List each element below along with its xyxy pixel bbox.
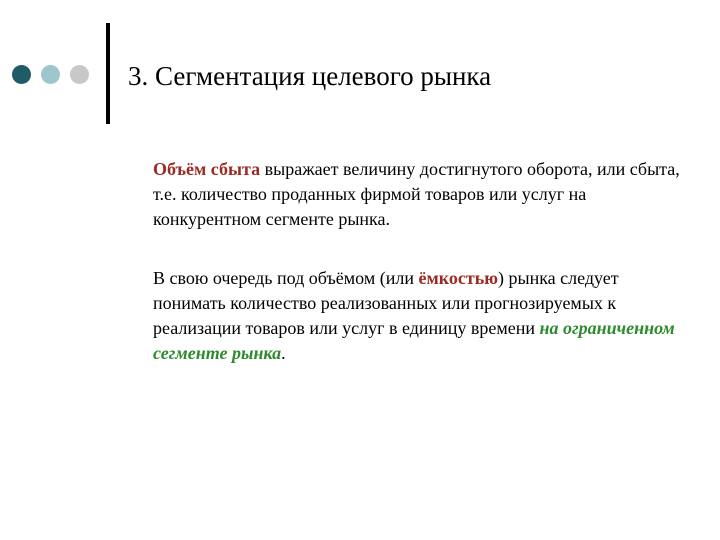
title-divider-line [106,23,110,124]
paragraph-2-middle: ) рынка следует понимать количество реализованных или прогнозируемых к реализации товаров или услуг в единицу времени [153,268,619,338]
paragraph-2-end: . [281,343,286,363]
paragraph-1-text: выражает величину достигнутого оборота, или сбыта, т.е. количество проданных фирмой товаров или услуг на конкурентном сегменте рынка. [153,159,680,229]
emphasis-limited-segment: на ограниченном сегменте рынка [153,318,675,363]
paragraph-sales-volume [153,157,683,232]
slide-title: 3. Сегментация целевого рынка [128,61,492,91]
bullet-dot-dark [12,65,31,84]
bullet-dot-gray [70,65,89,84]
bullet-dot-teal [41,65,60,84]
term-capacity: ёмкостью [418,268,498,288]
term-sales-volume: Объём сбыта [153,159,261,179]
paragraph-market-capacity [153,266,683,366]
paragraph-2-before: В свою очередь под объёмом (или [153,268,419,288]
